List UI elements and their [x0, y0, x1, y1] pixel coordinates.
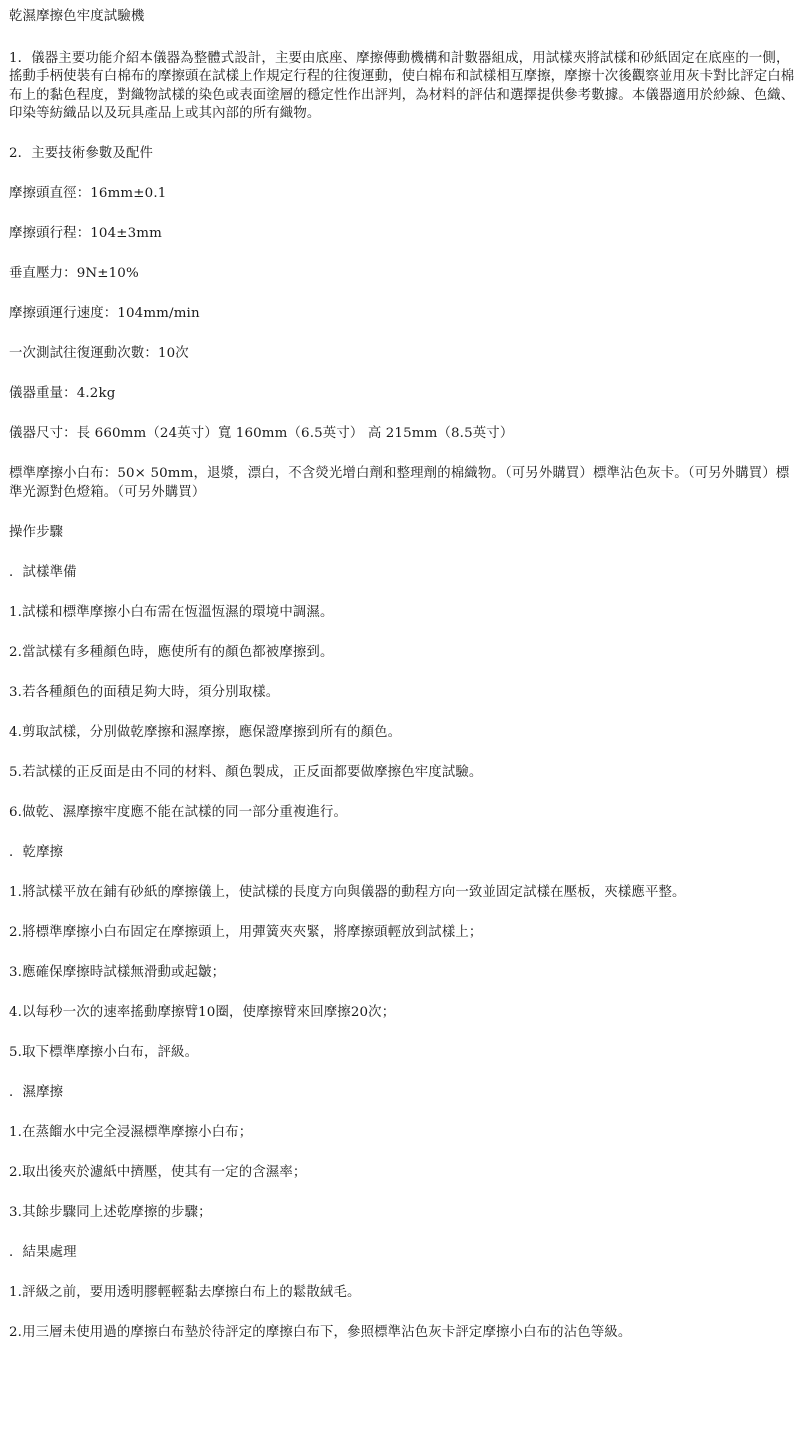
section-heading-wet-rubbing: ．濕摩擦	[9, 1084, 64, 1100]
spec-vertical-pressure: 垂直壓力：9N±10%	[9, 266, 139, 281]
list-item: 1.試樣和標準摩擦小白布需在恆溫恆濕的環境中調濕。	[9, 604, 334, 620]
intro-paragraph: 1．儀器主要功能介紹本儀器為整體式設計，主要由底座、摩擦傳動機構和計數器組成，用試樣夾將試樣和砂紙固定在底座的一側，搖動手柄使裝有白棉布的摩擦頭在試樣上作規定行程的往復運動，使白棉布和試樣相互摩擦，摩擦十次後觀察並用灰卡對比評定白棉布上的黏色程度，對織物試樣的染色或表面塗層的穩定性作出評判，為材料的評估和選擇提供參考數據。本儀器適用於紗線、色織、印染等紡織品以及玩具產品上或其內部的所有織物。	[9, 50, 795, 121]
list-item: 1.在蒸餾水中完全浸濕標準摩擦小白布；	[9, 1124, 253, 1140]
list-item: 6.做乾、濕摩擦牢度應不能在試樣的同一部分重複進行。	[9, 804, 348, 820]
spec-weight: 儀器重量：4.2kg	[9, 386, 116, 401]
list-item: 4.以每秒一次的速率搖動摩擦臂10圈，使摩擦臂來回摩擦20次；	[9, 1004, 396, 1020]
section-heading-dry-rubbing: ．乾摩擦	[9, 844, 64, 860]
section-heading-sample-prep: ．試樣準備	[9, 564, 77, 580]
procedure-heading: 操作步驟	[9, 524, 64, 540]
section-heading-results: ．結果處理	[9, 1244, 77, 1260]
list-item: 2.將標準摩擦小白布固定在摩擦頭上，用彈簧夾夾緊，將摩擦頭輕放到試樣上；	[9, 924, 483, 940]
spec-rub-head-diameter: 摩擦頭直徑：16mm±0.1	[9, 186, 167, 201]
list-item: 1.評級之前，要用透明膠輕輕黏去摩擦白布上的鬆散絨毛。	[9, 1284, 361, 1300]
spec-rub-head-stroke: 摩擦頭行程：104±3mm	[9, 226, 162, 241]
page-title: 乾濕摩擦色牢度試驗機	[9, 9, 145, 24]
list-item: 1.將試樣平放在鋪有砂紙的摩擦儀上，使試樣的長度方向與儀器的動程方向一致並固定試樣在壓板，夾樣應平整。	[9, 884, 686, 900]
document-body	[9, 8, 795, 1364]
list-item: 2.用三層未使用過的摩擦白布墊於待評定的摩擦白布下，參照標準沾色灰卡評定摩擦小白布的沾色等級。	[9, 1324, 632, 1340]
list-item: 2.取出後夾於濾紙中擠壓，使其有一定的含濕率；	[9, 1164, 307, 1180]
spec-cycles-per-test: 一次測試往復運動次數：10次	[9, 346, 189, 361]
list-item: 2.當試樣有多種顏色時，應使所有的顏色都被摩擦到。	[9, 644, 334, 660]
list-item: 4.剪取試樣，分別做乾摩擦和濕摩擦，應保證摩擦到所有的顏色。	[9, 724, 402, 740]
list-item: 5.若試樣的正反面是由不同的材料、顏色製成，正反面都要做摩擦色牢度試驗。	[9, 764, 483, 780]
list-item: 3.應確保摩擦時試樣無滑動或起皺；	[9, 964, 226, 980]
specs-heading: 2．主要技術參數及配件	[9, 146, 154, 161]
spec-accessories: 標準摩擦小白布：50× 50mm，退漿，漂白，不含熒光增白劑和整理劑的棉織物。（可另外購買）標準沾色灰卡。（可另外購買）標準光源對色燈箱。（可另外購買）	[9, 466, 790, 500]
list-item: 3.其餘步驟同上述乾摩擦的步驟；	[9, 1204, 212, 1220]
spec-rub-head-speed: 摩擦頭運行速度：104mm/min	[9, 306, 200, 321]
list-item: 5.取下標準摩擦小白布，評級。	[9, 1044, 199, 1060]
list-item: 3.若各種顏色的面積足夠大時，須分別取樣。	[9, 684, 280, 700]
spec-dimensions: 儀器尺寸：長 660mm（24英寸）寬 160mm（6.5英寸） 高 215mm（8.5英寸）	[9, 426, 514, 441]
